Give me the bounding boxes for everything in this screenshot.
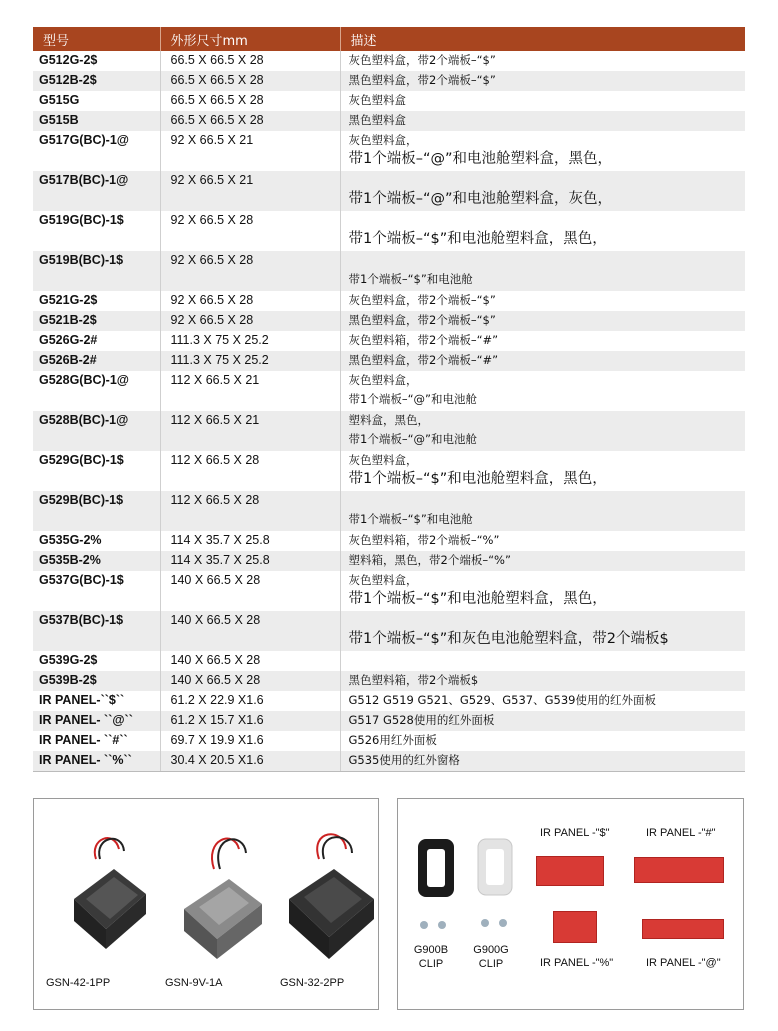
model-cell: G519G(BC)-1$: [33, 211, 160, 251]
dimension-cell: 30.4 X 20.5 X1.6: [160, 751, 340, 771]
description-cell: [340, 371, 745, 411]
model-cell: G521G-2$: [33, 291, 160, 311]
header-dimensions: 外形尺寸mm: [160, 27, 340, 51]
description-cell: [340, 491, 745, 531]
description-line: 带1个端板–“$”和电池舱: [348, 512, 473, 526]
description-line: 带1个端板–“$”和电池舱塑料盒，黑色，: [348, 591, 607, 607]
description-line: [349, 172, 746, 191]
description-line: 黑色塑料盒，带2个端板–“$”: [348, 313, 496, 327]
description-line: 塑料盒，黑色，: [348, 413, 429, 427]
dimension-cell: 114 X 35.7 X 25.8: [160, 551, 340, 571]
dimension-cell: 66.5 X 66.5 X 28: [160, 91, 340, 111]
description-line: G517 G528使用的红外面板: [348, 713, 495, 727]
ir-panel-hash-label: IR PANEL -"#": [646, 827, 716, 839]
model-cell: G512B-2$: [33, 71, 160, 91]
dimension-cell: 112 X 66.5 X 21: [160, 411, 340, 451]
description-line: 黑色塑料箱，带2个端板$: [348, 673, 479, 687]
dimension-cell: 114 X 35.7 X 25.8: [160, 531, 340, 551]
table-row: [33, 711, 745, 731]
description-line: 带1个端板–“@”和电池舱: [348, 392, 477, 406]
dimension-cell: 92 X 66.5 X 28: [160, 251, 340, 291]
table-row: [33, 611, 745, 651]
description-cell: [340, 451, 745, 491]
clips-ir-panels-panel: [397, 798, 744, 1010]
ir-panel-dollar-label: IR PANEL -"$": [540, 827, 610, 839]
description-cell: [340, 131, 745, 171]
description-cell: [340, 651, 745, 671]
description-cell: [340, 671, 745, 691]
description-cell: [340, 211, 745, 251]
table-row: [33, 171, 745, 211]
battery-holder-panel: [33, 798, 379, 1010]
g900g-clip-image: [478, 839, 512, 927]
model-cell: IR PANEL-``$``: [33, 691, 160, 711]
dimension-cell: 140 X 66.5 X 28: [160, 671, 340, 691]
description-line: 带1个端板–“$”和灰色电池舱塑料盒，带2个端板$: [348, 631, 669, 647]
dimension-cell: 61.2 X 15.7 X1.6: [160, 711, 340, 731]
g900b-clip-image: [418, 839, 454, 929]
ir-panel-at-label: IR PANEL -"@": [646, 957, 721, 969]
description-line: 黑色塑料盒: [348, 113, 406, 127]
table-row: [33, 131, 745, 171]
dimension-cell: 92 X 66.5 X 21: [160, 171, 340, 211]
description-line: 灰色塑料盒，带2个端板–“$”: [348, 293, 496, 307]
description-cell: [340, 611, 745, 651]
description-line: 黑色塑料盒，带2个端板–“#”: [348, 353, 499, 367]
model-cell: G517B(BC)-1@: [33, 171, 160, 211]
ir-panel-percent-image: [553, 911, 597, 943]
model-cell: G515B: [33, 111, 160, 131]
model-cell: G535B-2%: [33, 551, 160, 571]
description-line: 黑色塑料盒，带2个端板–“$”: [348, 73, 496, 87]
dimension-cell: 111.3 X 75 X 25.2: [160, 351, 340, 371]
description-cell: [340, 251, 745, 291]
gsn-42-1pp-image: [74, 838, 146, 949]
dimension-cell: 111.3 X 75 X 25.2: [160, 331, 340, 351]
ir-panel-at-image: [642, 919, 724, 939]
model-cell: G528B(BC)-1@: [33, 411, 160, 451]
dimension-cell: 92 X 66.5 X 28: [160, 291, 340, 311]
table-row: [33, 371, 745, 411]
dimension-cell: 66.5 X 66.5 X 28: [160, 71, 340, 91]
model-cell: G519B(BC)-1$: [33, 251, 160, 291]
dimension-cell: 112 X 66.5 X 28: [160, 451, 340, 491]
table-row: [33, 751, 745, 771]
model-cell: G529B(BC)-1$: [33, 491, 160, 531]
description-line: G526用红外面板: [348, 733, 437, 747]
description-line: 灰色塑料箱，带2个端板–“%”: [348, 533, 500, 547]
description-line: 灰色塑料盒: [348, 93, 406, 107]
dimension-cell: 140 X 66.5 X 28: [160, 651, 340, 671]
description-cell: [340, 411, 745, 451]
description-line: G512 G519 G521、G529、G537、G539使用的红外面板: [348, 693, 656, 707]
description-cell: [340, 571, 745, 611]
table-row: [33, 331, 745, 351]
description-line: [349, 492, 746, 511]
ir-panel-percent-label: IR PANEL -"%": [540, 957, 614, 969]
table-row: [33, 51, 745, 71]
dimension-cell: 69.7 X 19.9 X1.6: [160, 731, 340, 751]
model-cell: G535G-2%: [33, 531, 160, 551]
table-row: [33, 731, 745, 751]
description-cell: [340, 531, 745, 551]
dimension-cell: 140 X 66.5 X 28: [160, 611, 340, 651]
table-body: [33, 51, 745, 771]
description-line: G535使用的红外窗格: [348, 753, 460, 767]
table-row: [33, 71, 745, 91]
header-description: 描述: [340, 27, 745, 51]
table-row: [33, 651, 745, 671]
dimension-cell: 92 X 66.5 X 28: [160, 311, 340, 331]
model-cell: G517G(BC)-1@: [33, 131, 160, 171]
table-row: [33, 551, 745, 571]
description-cell: [340, 691, 745, 711]
description-cell: [340, 751, 745, 771]
description-line: 灰色塑料盒，: [348, 453, 418, 467]
dimension-cell: 112 X 66.5 X 28: [160, 491, 340, 531]
description-line: 灰色塑料盒，: [348, 373, 418, 387]
model-cell: G537G(BC)-1$: [33, 571, 160, 611]
description-cell: [340, 331, 745, 351]
dimension-cell: 140 X 66.5 X 28: [160, 571, 340, 611]
description-line: 塑料箱，黑色，带2个端板–“%”: [348, 553, 511, 567]
description-line: 灰色塑料盒，: [348, 133, 418, 147]
model-cell: G515G: [33, 91, 160, 111]
g900b-label: G900B: [413, 944, 449, 956]
description-cell: [340, 351, 745, 371]
ir-panel-dollar-image: [536, 856, 604, 886]
model-cell: G521B-2$: [33, 311, 160, 331]
table-row: [33, 671, 745, 691]
model-cell: G526G-2#: [33, 331, 160, 351]
description-line: [349, 212, 746, 231]
table-header-row: [33, 27, 745, 51]
description-line: 带1个端板–“@”和电池舱塑料盒，黑色，: [348, 151, 612, 167]
g900b-clip-caption: [411, 943, 451, 971]
dimension-cell: 66.5 X 66.5 X 28: [160, 51, 340, 71]
table-row: [33, 291, 745, 311]
dimension-cell: 61.2 X 22.9 X1.6: [160, 691, 340, 711]
description-line: 带1个端板–“$”和电池舱塑料盒，黑色，: [348, 231, 607, 247]
description-cell: [340, 711, 745, 731]
description-line: [349, 612, 746, 631]
model-cell: IR PANEL- ``%``: [33, 751, 160, 771]
dimension-cell: 66.5 X 66.5 X 28: [160, 111, 340, 131]
description-line: 灰色塑料盒，带2个端板–“$”: [348, 53, 496, 67]
dimension-cell: 92 X 66.5 X 28: [160, 211, 340, 251]
model-cell: G539G-2$: [33, 651, 160, 671]
table-row: [33, 111, 745, 131]
model-cell: G537B(BC)-1$: [33, 611, 160, 651]
table-row: [33, 311, 745, 331]
description-line: 带1个端板–“$”和电池舱塑料盒，黑色，: [348, 471, 607, 487]
description-cell: [340, 91, 745, 111]
g900g-clip-caption: [471, 943, 511, 971]
header-model: 型号: [33, 27, 160, 51]
table-row: [33, 531, 745, 551]
model-cell: G512G-2$: [33, 51, 160, 71]
description-cell: [340, 51, 745, 71]
g900g-label: G900G: [473, 944, 509, 956]
g900g-clip-label: CLIP: [478, 958, 504, 970]
description-line: 灰色塑料箱，带2个端板–“#”: [348, 333, 499, 347]
table-row: [33, 211, 745, 251]
caption-gsn-9v-1a: GSN-9V-1A: [165, 977, 223, 989]
description-line: 灰色塑料盒，: [348, 573, 418, 587]
description-cell: [340, 111, 745, 131]
model-cell: G529G(BC)-1$: [33, 451, 160, 491]
table-row: [33, 411, 745, 451]
table-row: [33, 251, 745, 291]
description-line: [349, 252, 746, 271]
description-cell: [340, 731, 745, 751]
table-row: [33, 351, 745, 371]
model-cell: G528G(BC)-1@: [33, 371, 160, 411]
caption-gsn-42-1pp: GSN-42-1PP: [46, 977, 111, 989]
description-cell: [340, 71, 745, 91]
model-cell: IR PANEL- ``@``: [33, 711, 160, 731]
description-cell: [340, 291, 745, 311]
table-row: [33, 451, 745, 491]
model-cell: G539B-2$: [33, 671, 160, 691]
dimension-cell: 112 X 66.5 X 21: [160, 371, 340, 411]
table-row: [33, 571, 745, 611]
table-row: [33, 91, 745, 111]
model-cell: IR PANEL- ``#``: [33, 731, 160, 751]
description-cell: [340, 311, 745, 331]
description-cell: [340, 171, 745, 211]
spec-table: [33, 27, 745, 772]
description-line: 带1个端板–“$”和电池舱: [348, 272, 473, 286]
description-line: 带1个端板–“@”和电池舱: [348, 432, 477, 446]
gsn-32-2pp-image: [289, 834, 374, 959]
spec-table-container: [33, 27, 745, 772]
model-cell: G526B-2#: [33, 351, 160, 371]
ir-panel-hash-image: [634, 857, 724, 883]
table-row: [33, 491, 745, 531]
gsn-9v-1a-image: [184, 839, 262, 959]
dimension-cell: 92 X 66.5 X 21: [160, 131, 340, 171]
description-cell: [340, 551, 745, 571]
caption-gsn-32-2pp: GSN-32-2PP: [280, 977, 345, 989]
g900b-clip-label: CLIP: [418, 958, 444, 970]
description-line: 带1个端板–“@”和电池舱塑料盒，灰色，: [348, 191, 612, 207]
table-row: [33, 691, 745, 711]
